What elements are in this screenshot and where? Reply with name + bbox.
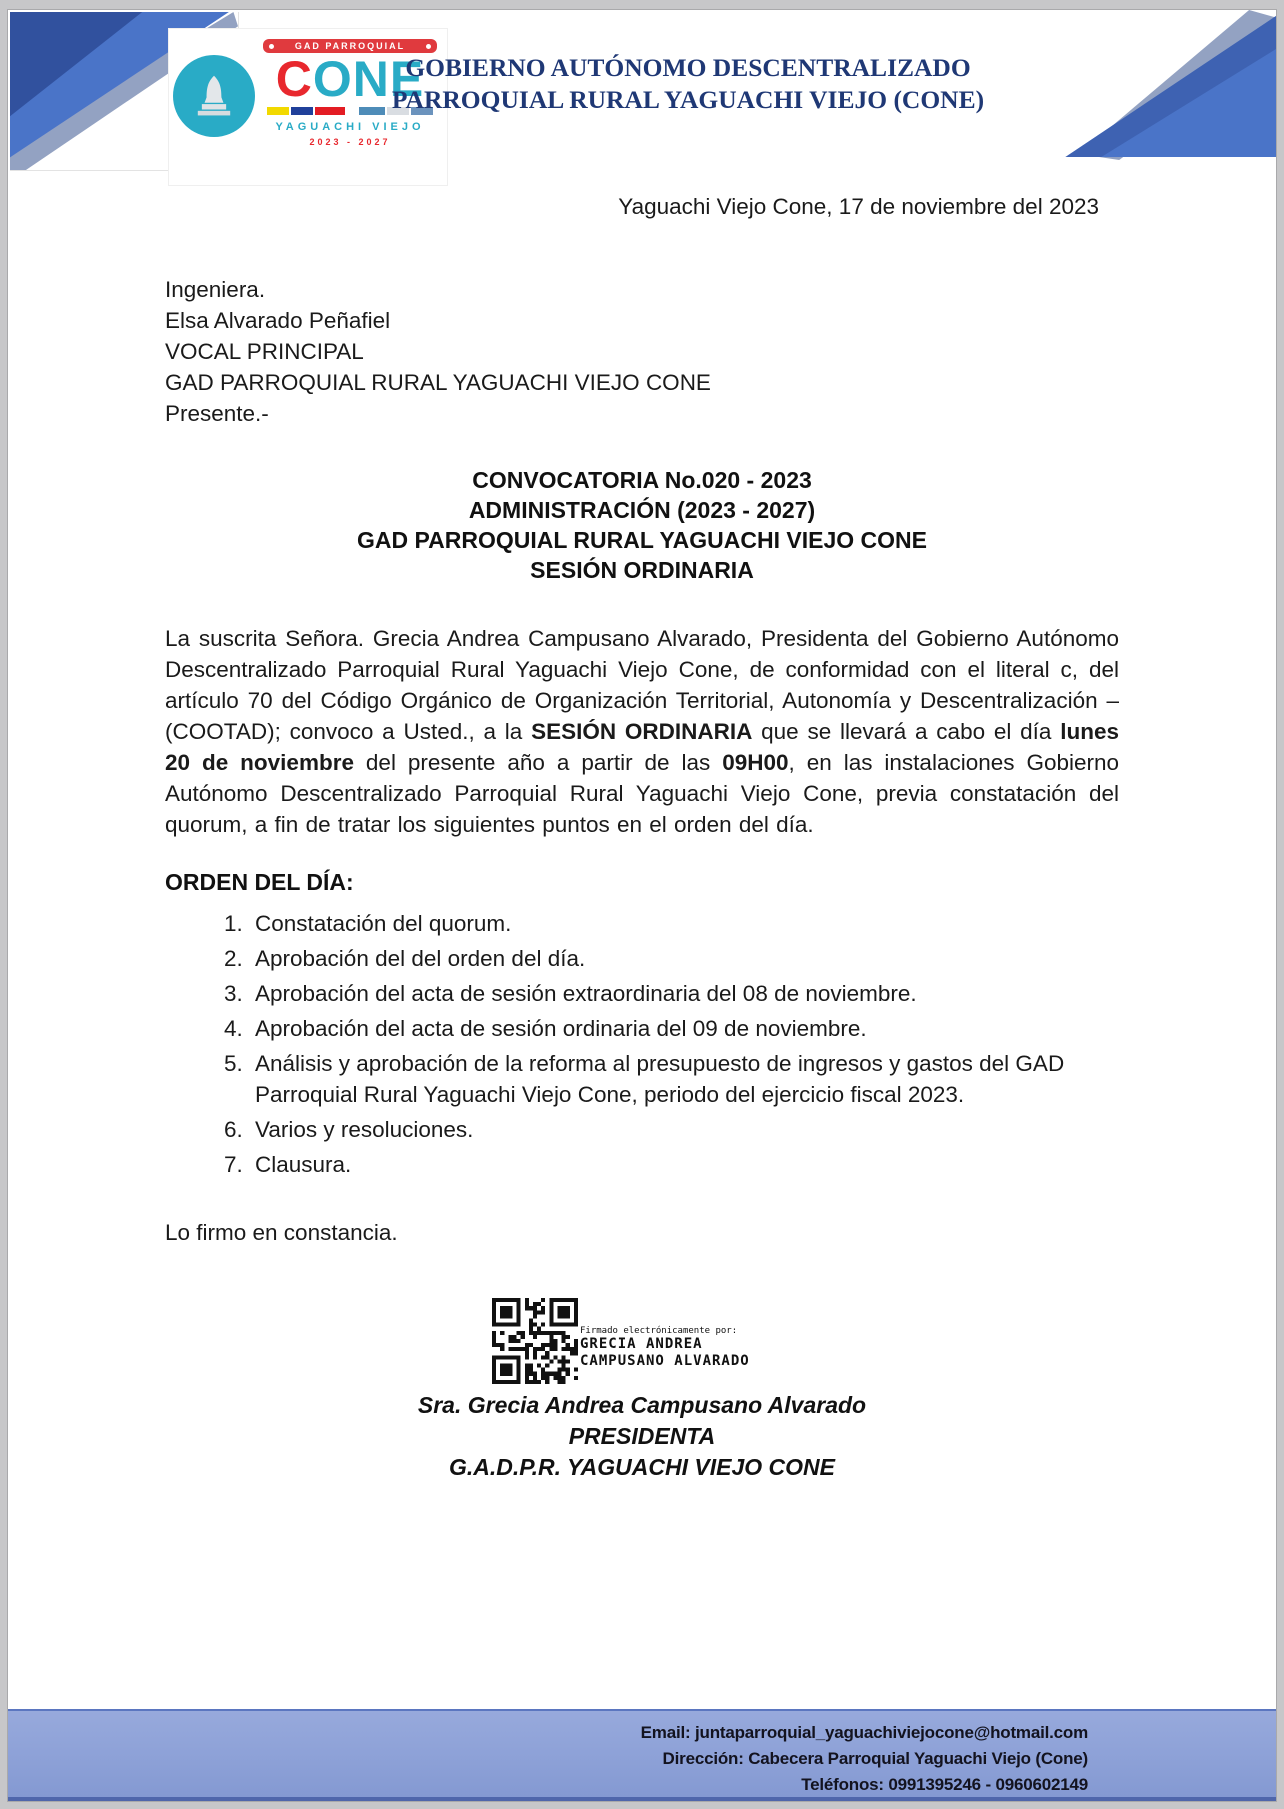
esign-label: Firmado electrónicamente por: [580,1326,738,1336]
signatory-role: PRESIDENTA [568,1423,716,1449]
logo-letter-c: C [275,51,313,107]
addressee-line: Elsa Alvarado Peñafiel [165,308,391,333]
convocatoria-title-line: ADMINISTRACIÓN (2023 - 2027) [468,497,816,523]
footer-bar [8,1709,1276,1801]
orden-item: 3. Aprobación del acta de sesión extraordinaria del 08 de noviembre. [249,978,1119,1009]
bold-text-segment: lunes 20 de noviembre [165,719,1119,775]
logo-banner-label: GAD PARROQUIAL [294,41,406,51]
signature-block [165,1390,1119,1483]
convocatoria-title-line: GAD PARROQUIAL RURAL YAGUACHI VIEJO CONE [357,527,927,553]
esign-name-line1: GRECIA ANDREA [580,1336,703,1352]
addressee-block [165,274,1119,429]
signatory-name: Sra. Grecia Andrea Campusano Alvarado [417,1392,867,1418]
text-segment: que se llevará a cabo el día [752,719,1061,744]
banner-dot-icon [426,44,431,49]
orden-del-dia-list [165,908,1119,1180]
addressee-line: VOCAL PRINCIPAL [165,339,364,364]
org-title-line1: GOBIERNO AUTÓNOMO DESCENTRALIZADO [405,53,971,82]
text-segment: La suscrita Señora. Grecia Andrea Campusano Alvarado, Presidenta del Gobierno Autónomo Descentralizado Parroquial Rural Yaguachi Viejo Cone, de conformidad con el literal c, del artículo 70 del Código Orgánico de Organización Territorial, Autonomía y Descentralización – (COOTAD); convoco a Usted., a la [165,626,1119,744]
bold-text-segment: 09H00 [722,750,789,775]
bold-text-segment: SESIÓN ORDINARIA [531,719,753,744]
org-title [388,52,988,116]
letterhead [8,10,1276,188]
orden-item: 1. Constatación del quorum. [249,908,1119,939]
flag-bar-teal [359,107,385,115]
text-segment: , en las instalaciones Gobierno Autónomo Descentralizado Parroquial Rural Yaguachi Viejo Cone, previa constatación del quorum, a fin de tratar los siguientes puntos en el orden del día. [165,750,1120,837]
orden-item: 5. Análisis y aprobación de la reforma al presupuesto de ingresos y gastos del GAD Parroquial Rural Yaguachi Viejo Cone, periodo del ejercicio fiscal 2023. [249,1048,1119,1110]
convocatoria-title-line: SESIÓN ORDINARIA [530,557,754,583]
esign-name-line2: CAMPUSANO ALVARADO [580,1353,750,1369]
body-paragraph [165,623,1119,840]
addressee-line: GAD PARROQUIAL RURAL YAGUACHI VIEJO CONE [165,370,711,395]
logo-letters-one: ONE [312,51,425,107]
footer-line: Email: juntaparroquial_yaguachiviejocone@hotmail.com [640,1723,1088,1742]
closing-line: Lo firmo en constancia. [165,1220,398,1245]
date-line: Yaguachi Viejo Cone, 17 de noviembre del 2023 [618,194,1099,219]
convocatoria-title-line: CONVOCATORIA No.020 - 2023 [472,467,812,493]
orden-item: 7. Clausura. [249,1149,1119,1180]
banner-dot-icon [269,44,274,49]
orden-item: 6. Varios y resoluciones. [249,1114,1119,1145]
orden-item: 4. Aprobación del acta de sesión ordinaria del 09 de noviembre. [249,1013,1119,1044]
electronic-signature [492,1296,1119,1384]
monument-icon [173,55,255,137]
signatory-org: G.A.D.P.R. YAGUACHI VIEJO CONE [449,1454,835,1480]
esign-text [580,1326,750,1370]
flag-bar-gap [347,107,357,115]
footer-line: Teléfonos: 0991395246 - 0960602149 [801,1775,1088,1794]
convocatoria-title [165,465,1119,585]
logo-subtitle: YAGUACHI VIEJO [275,121,425,133]
qr-code [492,1298,578,1384]
document-page [8,10,1276,1801]
addressee-line: Presente.- [165,401,269,426]
logo-years: 2023 - 2027 [309,137,391,147]
flag-bar-yellow [267,107,289,115]
text-segment: del presente año a partir de las [353,750,723,775]
orden-item: 2. Aprobación del del orden del día. [249,943,1119,974]
footer-line: Dirección: Cabecera Parroquial Yaguachi Viejo (Cone) [662,1749,1088,1768]
orden-del-dia-heading: ORDEN DEL DÍA: [165,869,354,895]
addressee-line: Ingeniera. [165,277,266,302]
flag-bar-red [315,107,345,115]
org-title-line2: PARROQUIAL RURAL YAGUACHI VIEJO (CONE) [391,85,985,114]
letter-body [8,194,1276,1483]
flag-bar-blue [291,107,313,115]
